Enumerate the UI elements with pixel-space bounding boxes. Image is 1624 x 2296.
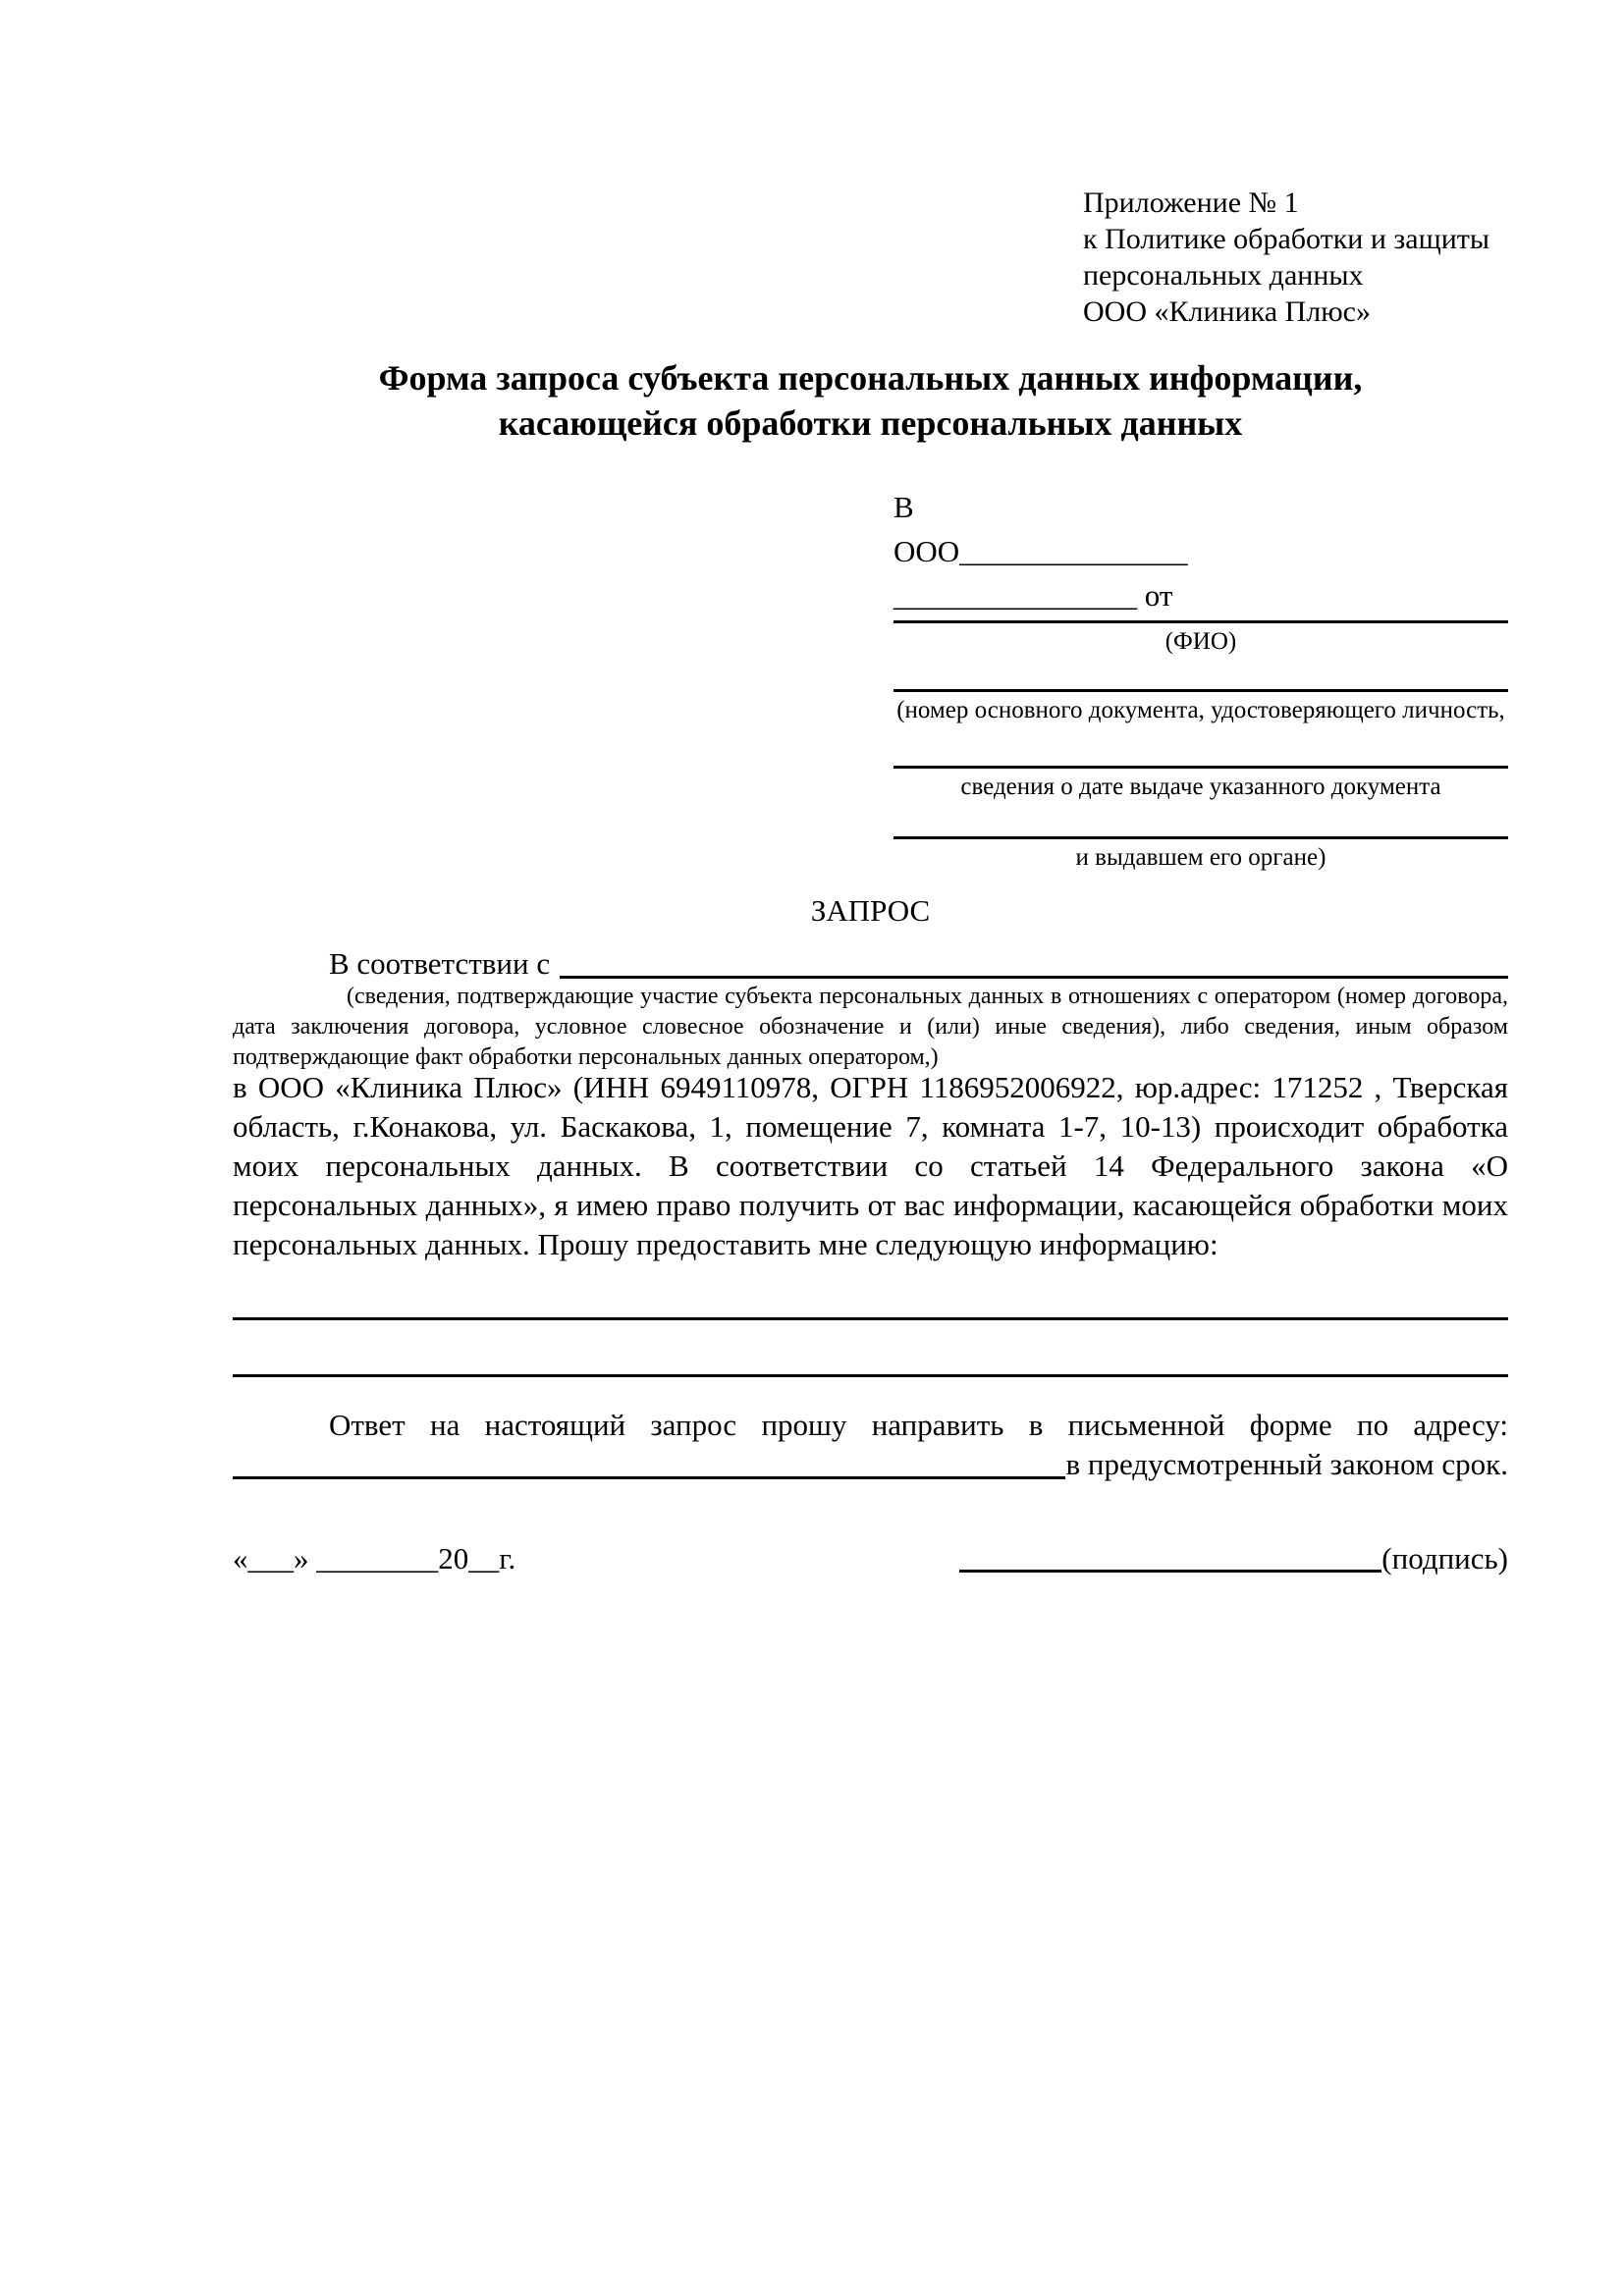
annex-line: ООО «Клиника Плюс»: [1083, 295, 1371, 328]
signature-row: [233, 1539, 1508, 1578]
annex-line: персональных данных: [1083, 259, 1364, 292]
reply-address-blank-line: [233, 1476, 1065, 1479]
document-title-line: касающейся обработки персональных данных: [498, 403, 1243, 443]
accordance-blank-line: [560, 976, 1508, 979]
annex-line: к Политике обработки и защиты: [1083, 223, 1490, 255]
accordance-line: [233, 944, 1508, 984]
signature-caption: (подпись): [1381, 1541, 1508, 1575]
accordance-footnote: (сведения, подтверждающие участие субъекта персональных данных в отношениях с оператором (номер договора, дата заключения договора, условное словесное обозначение и (или) иные сведения), либо сведения, иным образом подтверждающие факт обработки персональных данных оператором,): [233, 984, 1508, 1070]
information-blank-line-1: [233, 1317, 1508, 1320]
document-title: [233, 355, 1508, 446]
accordance-label: В соответствии с: [329, 946, 551, 981]
fio-caption: (ФИО): [1164, 628, 1237, 655]
from-blank: ________________: [893, 578, 1137, 613]
issue-date-caption: сведения о дате выдаче указанного документа: [960, 774, 1441, 800]
annex-line: Приложение № 1: [1083, 187, 1299, 219]
signature-area: [959, 1539, 1508, 1578]
date-blank: «___» ________20__г.: [233, 1541, 516, 1575]
document-title-line: Форма запроса субъекта персональных данных информации,: [378, 358, 1363, 398]
issuer-caption: и выдавшем его органе): [1075, 844, 1326, 871]
signature-blank-line: [959, 1570, 1381, 1573]
from-label: от: [1144, 578, 1173, 613]
request-body-paragraph: в ООО «Клиника Плюс» (ИНН 6949110978, ОГРН 1186952006922, юр.адрес: 171252 , Тверская область, г.Конакова, ул. Баскакова, 1, помещение 7, комната 1-7, 10-13) происходит обработка моих персональных данных. В соответствии со статьей 14 Федерального закона «О персональных данных», я имею право получить от вас информации, касающейся обработки моих персональных данных. Прошу предоставить мне следующую информацию:: [233, 1070, 1508, 1261]
request-heading: ЗАПРОС: [810, 893, 931, 928]
fio-blank-line: [893, 620, 1508, 623]
addressee-block: [893, 485, 1508, 874]
org-name-blank: _______________: [959, 534, 1188, 568]
reply-request-line: Ответ на настоящий запрос прошу направить в письменной форме по адресу:: [329, 1408, 1508, 1442]
addressee-org-line: [893, 529, 1508, 573]
issue-date-blank-line: [893, 766, 1508, 769]
addressee-to-label: В: [893, 490, 914, 524]
reply-address-line: [233, 1445, 1508, 1484]
issuer-blank-line: [893, 836, 1508, 839]
information-blank-line-2: [233, 1374, 1508, 1377]
reply-suffix: в предусмотренный законом срок.: [1065, 1447, 1508, 1481]
document-number-caption: (номер основного документа, удостоверяющего личность,: [896, 697, 1505, 723]
org-prefix: ООО: [893, 534, 960, 568]
annex-header: [1083, 185, 1489, 330]
document-number-blank-line: [893, 689, 1508, 692]
addressee-from-line: [893, 573, 1508, 617]
